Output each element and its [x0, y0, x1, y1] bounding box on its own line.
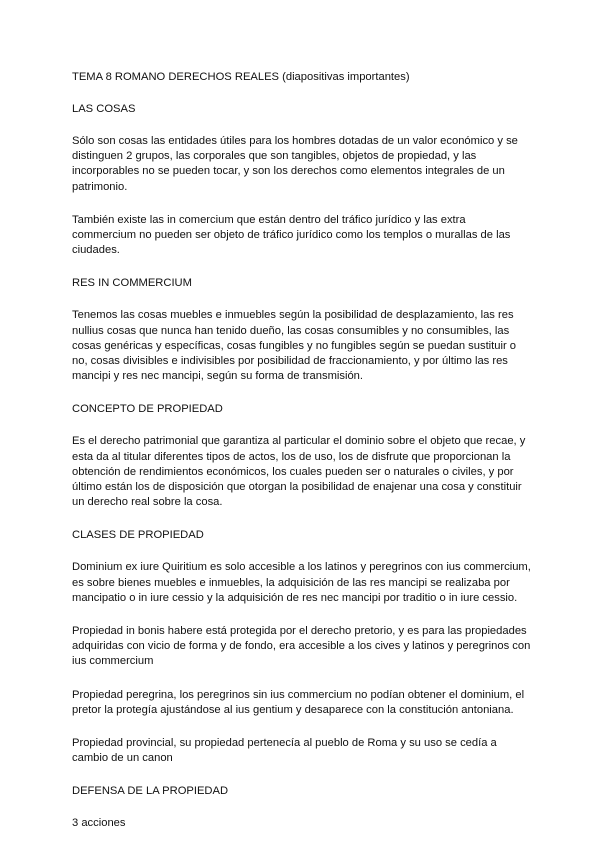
paragraph: Propiedad provincial, su propiedad pertenecía al pueblo de Roma y su uso se cedía a cambio de un canon	[72, 737, 497, 765]
document-title: TEMA 8 ROMANO DERECHOS REALES (diapositivas importantes)	[72, 71, 410, 83]
section-defensa-de-la-propiedad	[72, 784, 532, 831]
paragraph: Tenemos las cosas muebles e inmuebles según la posibilidad de desplazamiento, las res nullius cosas que nunca han tenido dueño, las cosas consumibles y no consumibles, las cosas genéricas y específicas, cosas fungibles y no fungibles según se puedan sustituir o no, cosas divisibles e indivisibles por posibilidad de fraccionamiento, y por último las res mancipi y res nec mancipi, según su forma de transmisión.	[72, 309, 517, 383]
paragraph: Propiedad in bonis habere está protegida por el derecho pretorio, y es para las propiedades adquiridas con vicio de forma y de fondo, era accesible a los cives y latinos y peregrinos con ius commercium	[72, 625, 531, 668]
section-clases-de-propiedad	[72, 528, 532, 766]
document-page	[72, 70, 532, 850]
paragraph: Sólo son cosas las entidades útiles para los hombres dotadas de un valor económico y se distinguen 2 grupos, las corporales que son tangibles, objetos de propiedad, y las incorporables no se pueden tocar, y son los derechos como elementos integrales de un patrimonio.	[72, 135, 518, 193]
section-heading: RES IN COMMERCIUM	[72, 277, 192, 290]
paragraph: También existe las in comercium que están dentro del tráfico jurídico y las extra commercium no pueden ser objeto de tráfico jurídico como los templos o murallas de las ciudades.	[72, 213, 511, 257]
section-heading: CONCEPTO DE PROPIEDAD	[72, 403, 223, 416]
paragraph: 3 acciones	[72, 817, 126, 830]
section-heading: DEFENSA DE LA PROPIEDAD	[72, 785, 229, 798]
section-res-in-commercium	[72, 276, 532, 384]
paragraph: Es el derecho patrimonial que garantiza al particular el dominio sobre el objeto que recae, y esta da al titular diferentes tipos de actos, los de uso, los de disfrute que proporcionan la obtención de rendimientos económicos, los cuales pueden ser o naturales o civiles, y por último están los de disposición que otorgan la posibilidad de enajenar una cosa y constituir un derecho real sobre la cosa.	[72, 435, 526, 509]
section-heading: CLASES DE PROPIEDAD	[72, 529, 204, 542]
section-las-cosas	[72, 102, 532, 258]
paragraph: Propiedad peregrina, los peregrinos sin ius commercium no podían obtener el dominium, el pretor la protegía ajustándose al ius gentium y desaparece con la constitución antoniana.	[72, 688, 525, 716]
section-heading: LAS COSAS	[72, 103, 136, 115]
section-concepto-de-propiedad	[72, 402, 532, 510]
paragraph: Dominium ex iure Quiritium es solo accesible a los latinos y peregrinos con ius commercium, es sobre bienes muebles e inmuebles, la adquisición de las res mancipi se realizaba por mancipatio o in iure cessio y la adquisición de res nec mancipi por traditio o in iure cessio.	[72, 561, 531, 604]
